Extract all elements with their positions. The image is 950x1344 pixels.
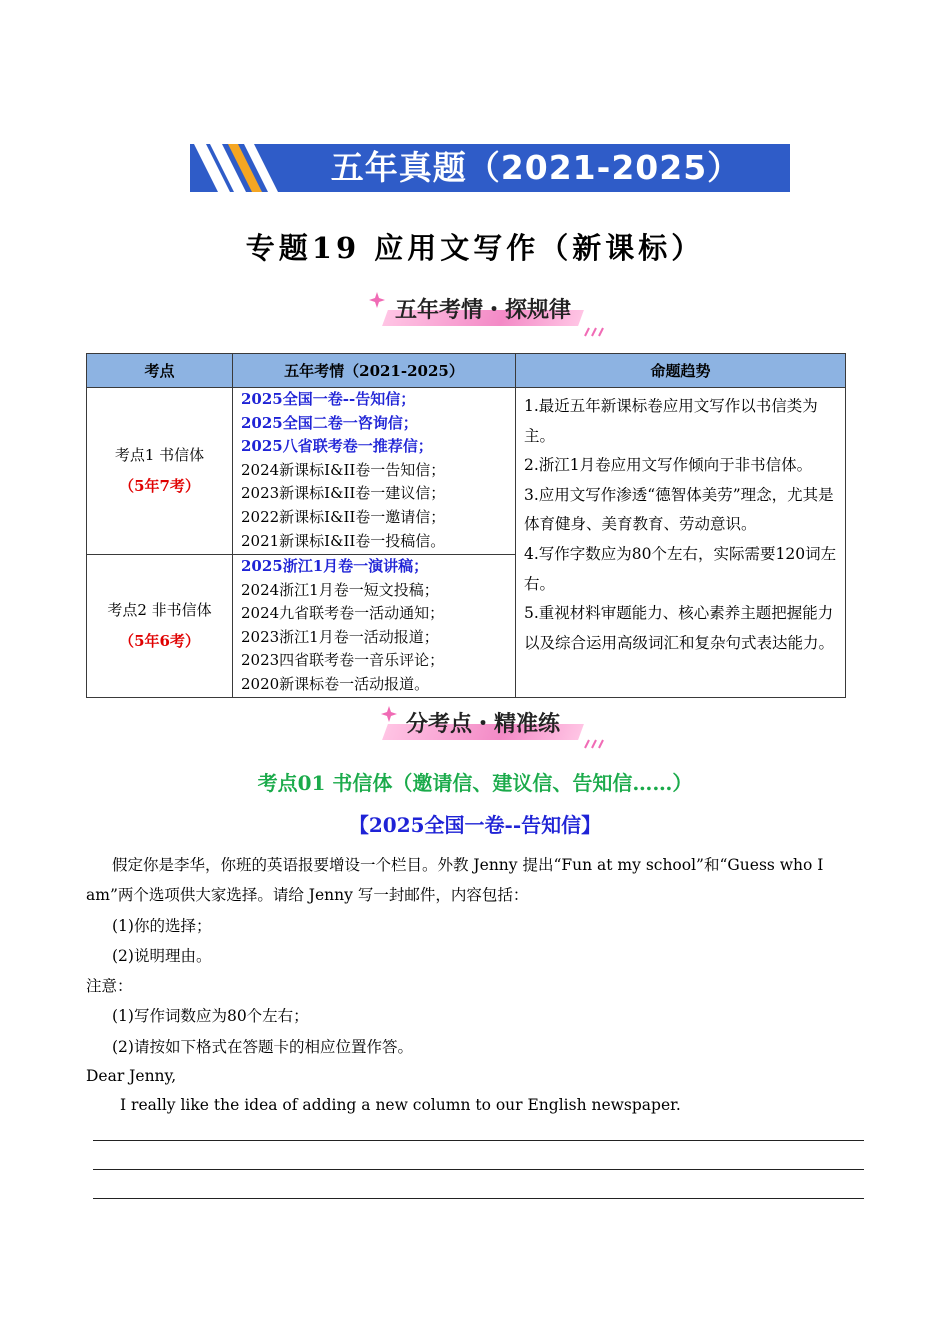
paper-item: 2022新课标I&II卷一邀请信； — [241, 507, 446, 526]
requirement-item: (2)说明理由。 — [112, 947, 212, 965]
kaodian-cell — [87, 388, 233, 555]
header-trend: 命题趋势 — [516, 354, 846, 388]
paper-item: 2024九省联考卷一活动通知； — [241, 604, 445, 623]
kaodian-cell — [87, 555, 233, 698]
trend-cell — [516, 388, 846, 698]
letter-opening: I really like the idea of adding a new column to our English newspaper. — [120, 1096, 681, 1114]
section-header-practice — [363, 706, 623, 752]
trend-item: 2.浙江1月卷应用文写作倾向于非书信体。 — [524, 456, 813, 475]
kaodian-label: 考点2 非书信体 — [107, 601, 212, 619]
note-label: 注意： — [86, 977, 133, 995]
kaodian-count: （5年7考） — [119, 477, 200, 495]
answer-line[interactable] — [93, 1169, 864, 1170]
paper-item: 2024浙江1月卷一短文投稿； — [241, 580, 439, 599]
paper-item: 2021新课标I&II卷一投稿信。 — [241, 531, 446, 550]
note-item: (2)请按如下格式在答题卡的相应位置作答。 — [112, 1038, 413, 1056]
kaodian-label: 考点1 书信体 — [114, 446, 205, 464]
trend-item: 5.重视材料审题能力、核心素养主题把握能力以及综合运用高级词汇和复杂句式表达能力。 — [524, 604, 835, 652]
paper-item: 2025全国一卷--告知信； — [241, 390, 416, 408]
paper-item: 2025浙江1月卷一演讲稿； — [241, 557, 429, 575]
paper-item: 2020新课标卷一活动报道。 — [241, 674, 430, 693]
kaodian-count: （5年6考） — [119, 632, 200, 650]
table-header-row — [87, 354, 846, 388]
header-kaodian: 考点 — [87, 354, 233, 388]
top-banner — [190, 144, 790, 192]
section-title: 五年考情・探规律 — [394, 298, 571, 323]
paper-item: 2024新课标I&II卷一告知信； — [241, 460, 446, 479]
trend-item: 4.写作字数应为80个左右，实际需要120词左右。 — [524, 544, 837, 593]
paper-item: 2023新课标I&II卷一建议信； — [241, 484, 446, 503]
question-title: 【2025全国一卷--告知信】 — [348, 813, 602, 837]
kaodian-title: 考点01 书信体（邀请信、建议信、告知信……） — [257, 771, 693, 795]
paper-item: 2025八省联考卷一推荐信； — [241, 437, 433, 456]
answer-line[interactable] — [93, 1140, 864, 1141]
trend-item: 1.最近五年新课标卷应用文写作以书信类为主。 — [524, 397, 818, 445]
header-years: 五年考情（2021-2025） — [233, 354, 516, 388]
paper-item: 2023浙江1月卷一活动报道； — [241, 627, 439, 646]
requirement-item: (1)你的选择； — [112, 917, 212, 935]
exam-overview-table — [86, 353, 846, 698]
papers-cell — [233, 555, 516, 698]
question-intro: 假定你是李华，你班的英语报要增设一个栏目。外教 Jenny 提出“Fun at my school”和“Guess who I am”两个选项供大家选择。请给 Jenny 写一封邮件，内容包括： — [86, 856, 824, 904]
answer-line[interactable] — [93, 1198, 864, 1199]
section-header-trends — [363, 292, 623, 338]
letter-salutation: Dear Jenny, — [86, 1067, 177, 1085]
table-row — [87, 388, 846, 555]
banner-title: 五年真题（2021-2025） — [330, 148, 742, 187]
section-title: 分考点・精准练 — [405, 712, 560, 737]
paper-item: 2025全国二卷一咨询信； — [241, 413, 418, 432]
paper-item: 2023四省联考卷一音乐评论； — [241, 651, 445, 670]
trend-item: 3.应用文写作渗透“德智体美劳”理念，尤其是体育健身、美育教育、劳动意识。 — [524, 485, 834, 534]
papers-cell — [233, 388, 516, 555]
page-title: 专题19 应用文写作（新课标） — [245, 231, 705, 265]
note-item: (1)写作词数应为80个左右； — [112, 1007, 309, 1025]
